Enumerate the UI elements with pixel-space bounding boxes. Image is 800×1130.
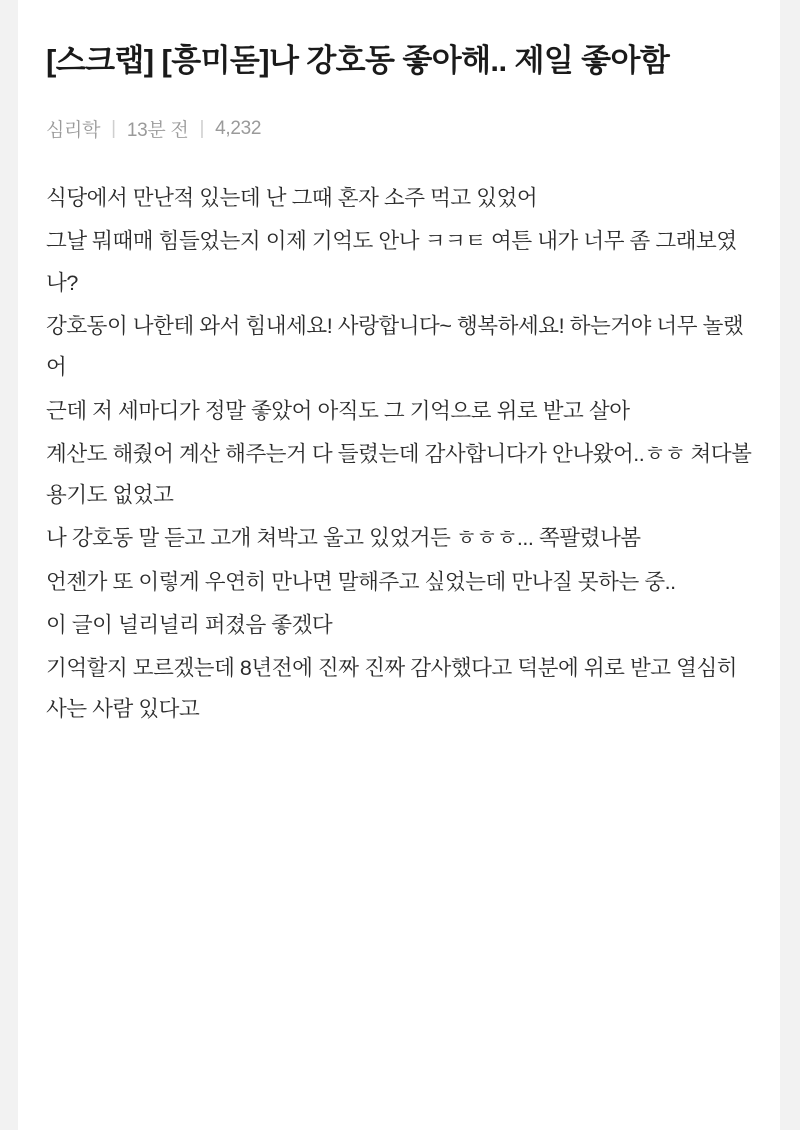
meta-view-count: 4,232 bbox=[215, 117, 262, 139]
page-right-margin bbox=[780, 0, 800, 1130]
article-paragraph: 강호동이 나한테 와서 힘내세요! 사랑합니다~ 행복하세요! 하는거야 너무 놀랬어 bbox=[46, 314, 744, 380]
article-paragraph: 이 글이 널리널리 퍼졌음 좋겠다 bbox=[46, 612, 333, 637]
article-paragraph: 식당에서 만난적 있는데 난 그때 혼자 소주 먹고 있었어 bbox=[46, 186, 538, 211]
meta-board[interactable]: 심리학 bbox=[46, 120, 101, 142]
page-left-margin bbox=[0, 0, 18, 1130]
article-paragraph: 기억할지 모르겠는데 8년전에 진짜 진짜 감사했다고 덕분에 위로 받고 열심히 사는 사람 있다고 bbox=[46, 656, 738, 722]
page-title: [스크랩] [흥미돋]나 강호동 좋아해.. 제일 좋아함 bbox=[46, 43, 670, 78]
article-paragraph: 나 강호동 말 듣고 고개 쳐박고 울고 있었거든 ㅎㅎㅎ... 쪽팔렸나봄 bbox=[46, 526, 641, 551]
meta-separator-2: | bbox=[199, 117, 205, 139]
article-paragraph: 그날 뭐때매 힘들었는지 이제 기억도 안나 ㅋㅋㅌ 여튼 내가 너무 좀 그래보였나? bbox=[46, 229, 737, 295]
meta-timestamp: 13분 전 bbox=[126, 120, 189, 142]
article-meta bbox=[46, 115, 752, 142]
meta-separator-1: | bbox=[111, 117, 116, 139]
article-sheet bbox=[18, 0, 780, 1130]
article-body bbox=[46, 178, 752, 730]
article-paragraph: 근데 저 세마디가 정말 좋았어 아직도 그 기억으로 위로 받고 살아 bbox=[46, 398, 630, 423]
article-paragraph: 계산도 해줬어 계산 해주는거 다 들렸는데 감사합니다가 안나왔어..ㅎㅎ 쳐다볼 용기도 없었고 bbox=[46, 441, 752, 508]
article-paragraph: 언젠가 또 이렇게 우연히 만나면 말해주고 싶었는데 만나질 못하는 중.. bbox=[46, 569, 676, 594]
